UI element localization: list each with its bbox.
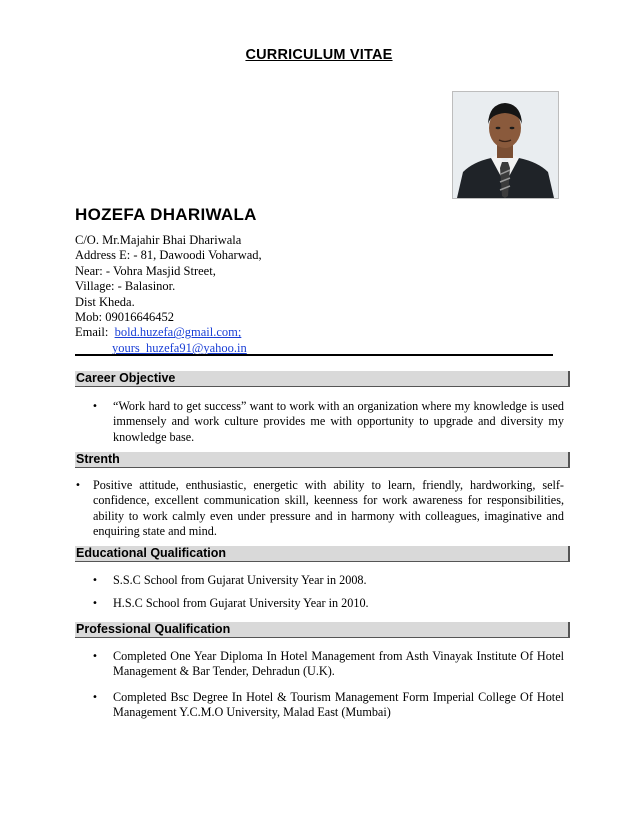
bullet-icon: • <box>75 480 81 491</box>
divider-line <box>75 354 553 356</box>
email-link-secondary[interactable]: yours_huzefa91@yahoo.in <box>112 340 247 355</box>
section-heading-strength: Strenth <box>75 452 570 468</box>
list-item: • H.S.C School from Gujarat University Year in 2010. <box>92 596 369 611</box>
profile-photo-graphic <box>453 92 558 198</box>
strength-list <box>75 478 564 540</box>
education-list <box>92 573 564 612</box>
bullet-icon: • <box>92 651 98 662</box>
address-line: Village: - Balasinor. <box>75 279 176 294</box>
profile-photo <box>452 91 559 199</box>
professional-list <box>92 649 564 721</box>
career-list <box>92 399 564 445</box>
email-label: Email: <box>75 325 109 340</box>
bullet-icon: • <box>92 575 98 586</box>
candidate-name: HOZEFA DHARIWALA <box>75 205 257 224</box>
address-line: Dist Kheda. <box>75 294 135 309</box>
list-item: • Completed One Year Diploma In Hotel Management from Asth Vinayak Institute Of Hotel Management & Bar Tender, Dehradun (U.K). <box>92 649 564 679</box>
mobile-number: Mob: 09016646452 <box>75 310 174 325</box>
list-item: • Completed Bsc Degree In Hotel & Tourism Management Form Imperial College Of Hotel Management Y.C.M.O University, Malad East (Mumbai) <box>92 689 564 720</box>
section-heading-education: Educational Qualification <box>75 546 570 562</box>
bullet-icon: • <box>92 691 98 703</box>
email-row <box>75 325 262 340</box>
address-line: Near: - Vohra Masjid Street, <box>75 263 216 278</box>
address-line: C/O. Mr.Majahir Bhai Dhariwala <box>75 233 242 247</box>
bullet-icon: • <box>92 598 98 610</box>
bullet-icon: • <box>92 401 98 412</box>
document-title: CURRICULUM VITAE <box>245 47 393 63</box>
list-item: • “Work hard to get success” want to work with an organization where my knowledge is used immensely and work culture provides me with opportunity to upgrade and diversity my knowledge base. <box>92 399 564 444</box>
section-heading-professional: Professional Qualification <box>75 622 570 638</box>
email-link-primary[interactable]: bold.huzefa@gmail.com; <box>114 325 242 340</box>
list-item: • S.S.C School from Gujarat University Year in 2008. <box>92 573 367 587</box>
address-line: Address E: - 81, Dawoodi Voharwad, <box>75 248 262 263</box>
list-item: • Positive attitude, enthusiastic, energetic with ability to learn, friendly, hardworking, self-confidence, excellent communication skill, keenness for work awareness for responsibilities, ability to work calmly even under pressure and in harmony with colleagues, imaginative and enquiring state and mind. <box>75 478 564 539</box>
contact-block <box>75 233 262 356</box>
section-heading-career: Career Objective <box>75 371 570 387</box>
